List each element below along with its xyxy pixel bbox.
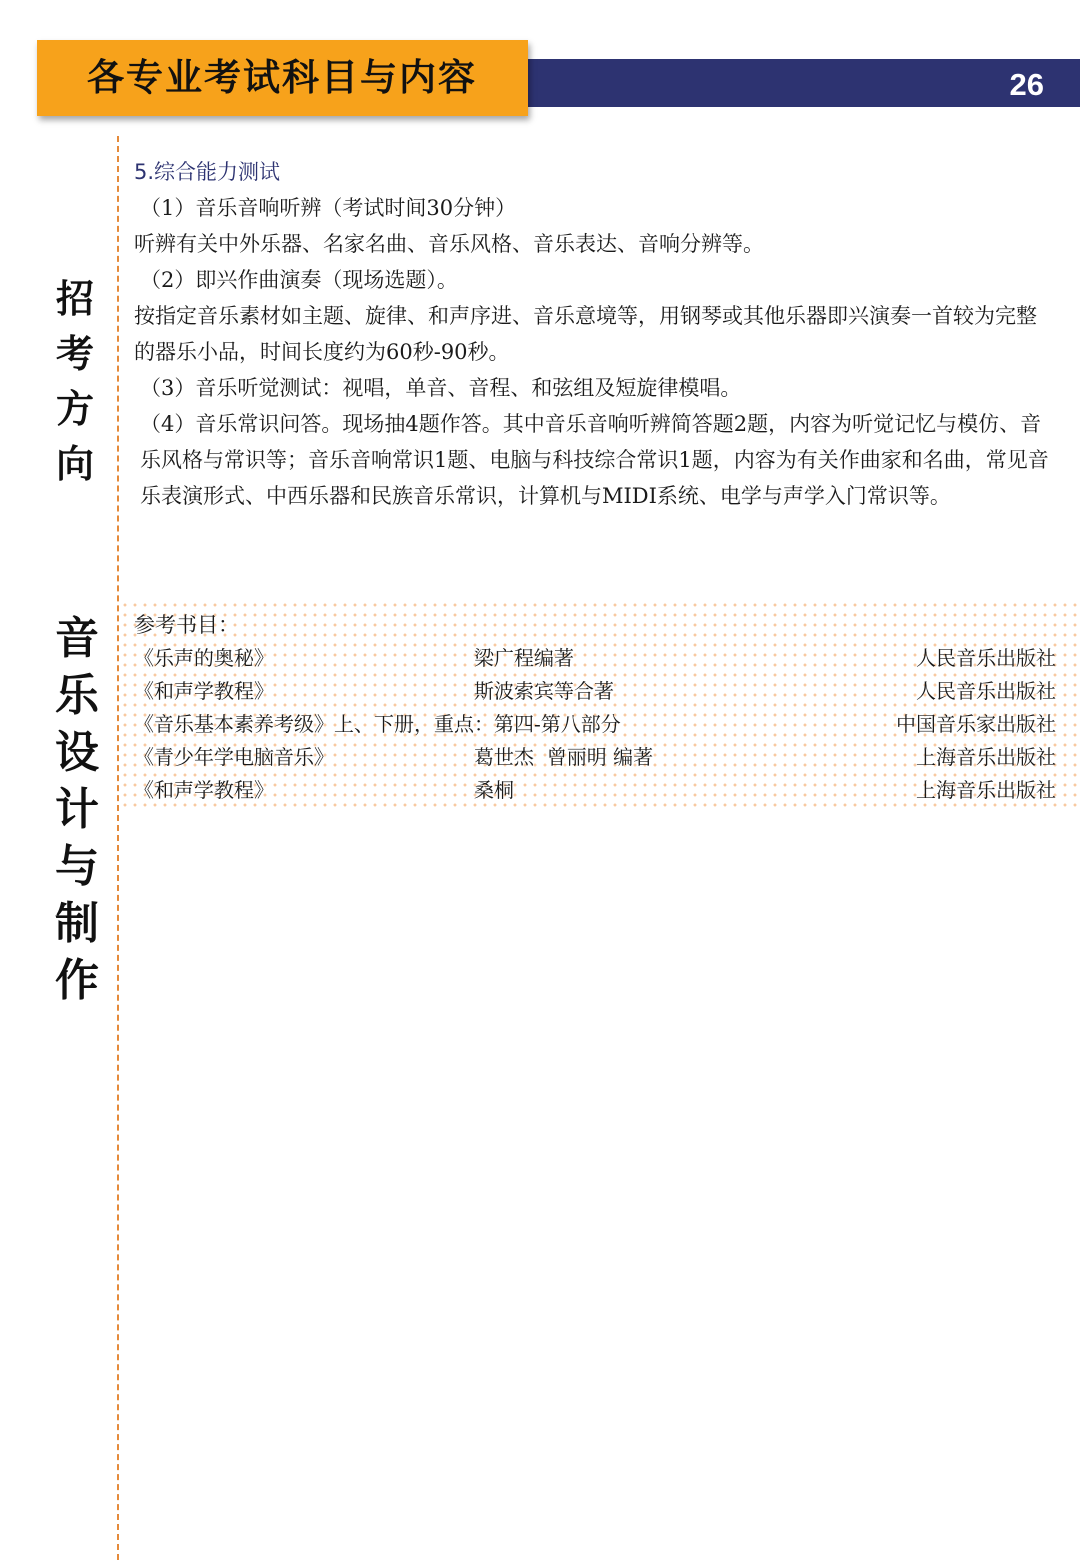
side-char: 向 [55, 442, 94, 486]
reference-row [134, 741, 1056, 774]
header-band [520, 59, 1080, 107]
side-label-major [47, 610, 107, 1009]
paragraph: （1）音乐音响听辨（考试时间30分钟） [140, 196, 517, 220]
reference-row [134, 642, 1056, 675]
section-title: 5.综合能力测试 [134, 160, 281, 184]
paragraph: 听辨有关中外乐器、名家名曲、音乐风格、音乐表达、音响分辨等。 [134, 232, 764, 256]
exam-content [134, 154, 1054, 514]
book-title: 《青少年学电脑音乐》 [134, 745, 334, 769]
book-author: 桑桐 [474, 778, 514, 802]
paragraph: （3）音乐听觉测试：视唱，单音、音程、和弦组及短旋律模唱。 [140, 376, 742, 400]
book-author: 梁广程编著 [474, 646, 574, 670]
side-char: 计 [55, 784, 99, 835]
book-title: 《音乐基本素养考级》上、下册，重点：第四-第八部分 [134, 712, 621, 736]
side-char: 与 [55, 841, 99, 892]
page-number: 26 [1009, 67, 1044, 102]
book-publisher: 中国音乐家出版社 [896, 712, 1056, 736]
book-publisher: 人民音乐出版社 [916, 679, 1056, 703]
side-char: 音 [55, 613, 99, 664]
paragraph: （2）即兴作曲演奏（现场选题）。 [140, 268, 458, 292]
reference-row [134, 708, 1056, 741]
book-publisher: 上海音乐出版社 [916, 745, 1056, 769]
book-publisher: 上海音乐出版社 [916, 778, 1056, 802]
side-char: 方 [55, 387, 94, 431]
reference-row [134, 774, 1056, 807]
book-title: 《和声学教程》 [134, 679, 274, 703]
book-author: 斯波索宾等合著 [474, 679, 614, 703]
side-char: 乐 [55, 670, 99, 721]
paragraph: 按指定音乐素材如主题、旋律、和声序进、音乐意境等，用钢琴或其他乐器即兴演奏一首较为完整的器乐小品，时间长度约为60秒-90秒。 [134, 304, 1037, 364]
book-author: 葛世杰 曾丽明 编著 [474, 745, 654, 769]
book-publisher: 人民音乐出版社 [916, 646, 1056, 670]
page-title: 各专业考试科目与内容 [87, 56, 477, 99]
paragraph: （4）音乐常识问答。现场抽4题作答。其中音乐音响听辨简答题2题，内容为听觉记忆与模仿、音乐风格与常识等；音乐音响常识1题、电脑与科技综合常识1题，内容为有关作曲家和名曲，常见音乐表演形式、中西乐器和民族音乐常识，计算机与MIDI系统、电学与声学入门常识等。 [140, 412, 1049, 508]
reference-heading: 参考书目： [134, 613, 239, 637]
header-title-box [37, 40, 528, 116]
side-char: 作 [55, 955, 99, 1006]
side-char: 考 [55, 332, 94, 376]
book-title: 《和声学教程》 [134, 778, 274, 802]
side-label-admission [45, 272, 105, 492]
reference-books [120, 600, 1080, 808]
side-char: 设 [55, 727, 99, 778]
side-char: 制 [55, 898, 99, 949]
reference-row [134, 675, 1056, 708]
book-title: 《乐声的奥秘》 [134, 646, 274, 670]
vertical-divider [117, 136, 119, 1560]
side-char: 招 [55, 277, 94, 321]
